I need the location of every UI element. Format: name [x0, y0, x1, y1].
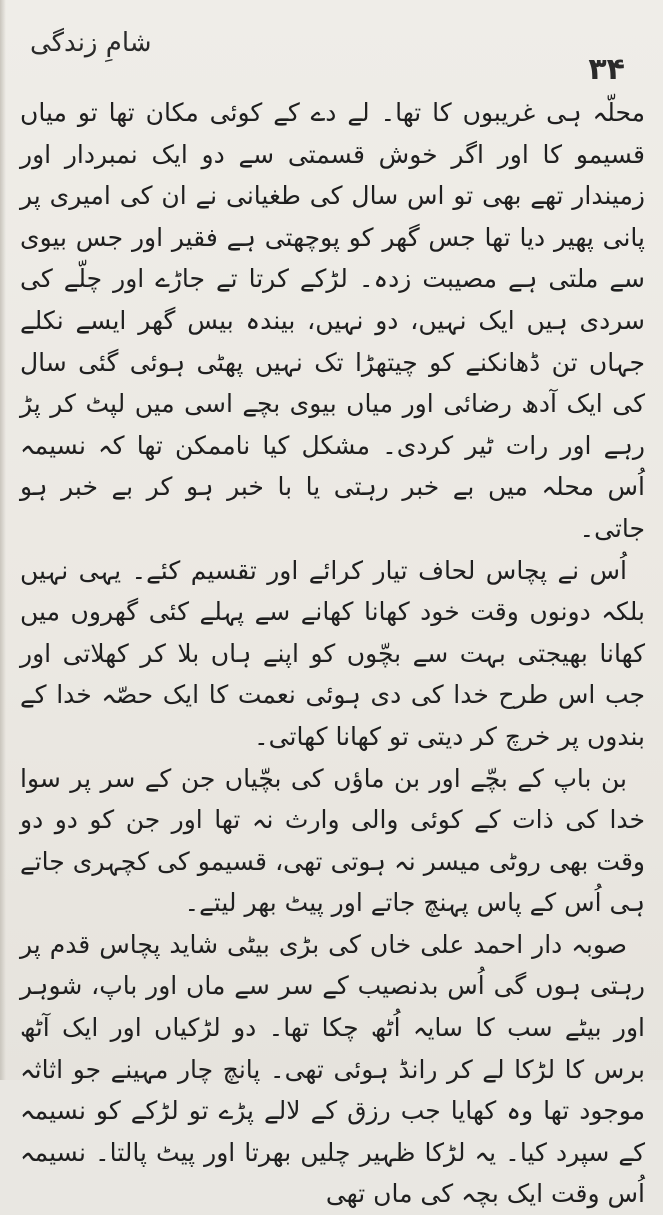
paragraph-1: محلّہ ہی غریبوں کا تھا۔ لے دے کے کوئی مکان تھا تو میاں قسیمو کا اور اگر خوش قسمتی سے دو ایک نمبردار اور زمیندار تھے بھی تو اس سال کی طغیانی نے ان کی امیری پر پانی پھیر دیا تھا جس گھر کو پوچھتی ہے فقیر اور جس بیوی سے ملتی ہے مصیبت زدہ۔ لڑکے کرتا تے جاڑے اور چلّے کی سردی ہیں ایک نہیں، دو نہیں، بیندہ بیس گھر ایسے نکلے جہاں تن ڈھانکنے کو چیتھڑا تک نہیں پھٹی ہوئی گئی سال کی ایک آدھ رضائی اور میاں بیوی بچے اسی میں لپٹ کر پڑ رہے اور رات ٹیر کردی۔ مشکل کیا ناممکن تھا کہ نسیمہ اُس محلہ میں بے خبر رہتی یا با خبر ہو کر بے خبر ہو جاتی۔ [20, 98, 645, 543]
paragraph-4: صوبہ دار احمد علی خاں کی بڑی بیٹی شاید پچاس قدم پر رہتی ہوں گی اُس بدنصیب کے سر سے ماں اور باپ، شوہر اور بیٹے سب کا سایہ اُٹھ چکا تھا۔ دو لڑکیاں اور ایک آٹھ برس کا لڑکا لے کر رانڈ ہوئی تھی۔ پانچ چار مہینے جو اثاثہ موجود تھا وہ کھایا جب رزق کے لالے پڑے تو لڑکے کو نسیمہ کے سپرد کیا۔ یہ لڑکا ظہیر چلیں بھرتا اور پیٹ پالتا۔ نسیمہ اُس وقت ایک بچہ کی ماں تھی [20, 929, 645, 1209]
paragraph-2: اُس نے پچاس لحاف تیار کرائے اور تقسیم کئے۔ یہی نہیں بلکہ دونوں وقت خود کھانا کھانے سے پہلے کئی گھروں میں کھانا بھیجتی بہت سے بچّوں کو اپنے ہاں بلا کر کھلاتی اور جب اس طرح خدا کی دی ہوئی نعمت کا ایک حصّہ خدا کے بندوں پر خرچ کر دیتی تو کھانا کھاتی۔ [20, 555, 645, 751]
running-title: شامِ زندگی [30, 28, 152, 58]
body-text [20, 92, 645, 1215]
page-number: ۳۴ [588, 52, 625, 87]
paragraph-3: بن باپ کے بچّے اور بن ماؤں کی بچّیاں جن کے سر پر سوا خدا کی ذات کے کوئی والی وارث نہ تھا اور جن کو دو دو وقت بھی روٹی میسر نہ ہوتی تھی، قسیمو کی کچہری جاتے ہی اُس کے پاس پہنچ جاتے اور پیٹ بھر لیتے۔ [20, 763, 645, 918]
page-header [0, 18, 663, 88]
page-edge-shadow [0, 0, 6, 1080]
